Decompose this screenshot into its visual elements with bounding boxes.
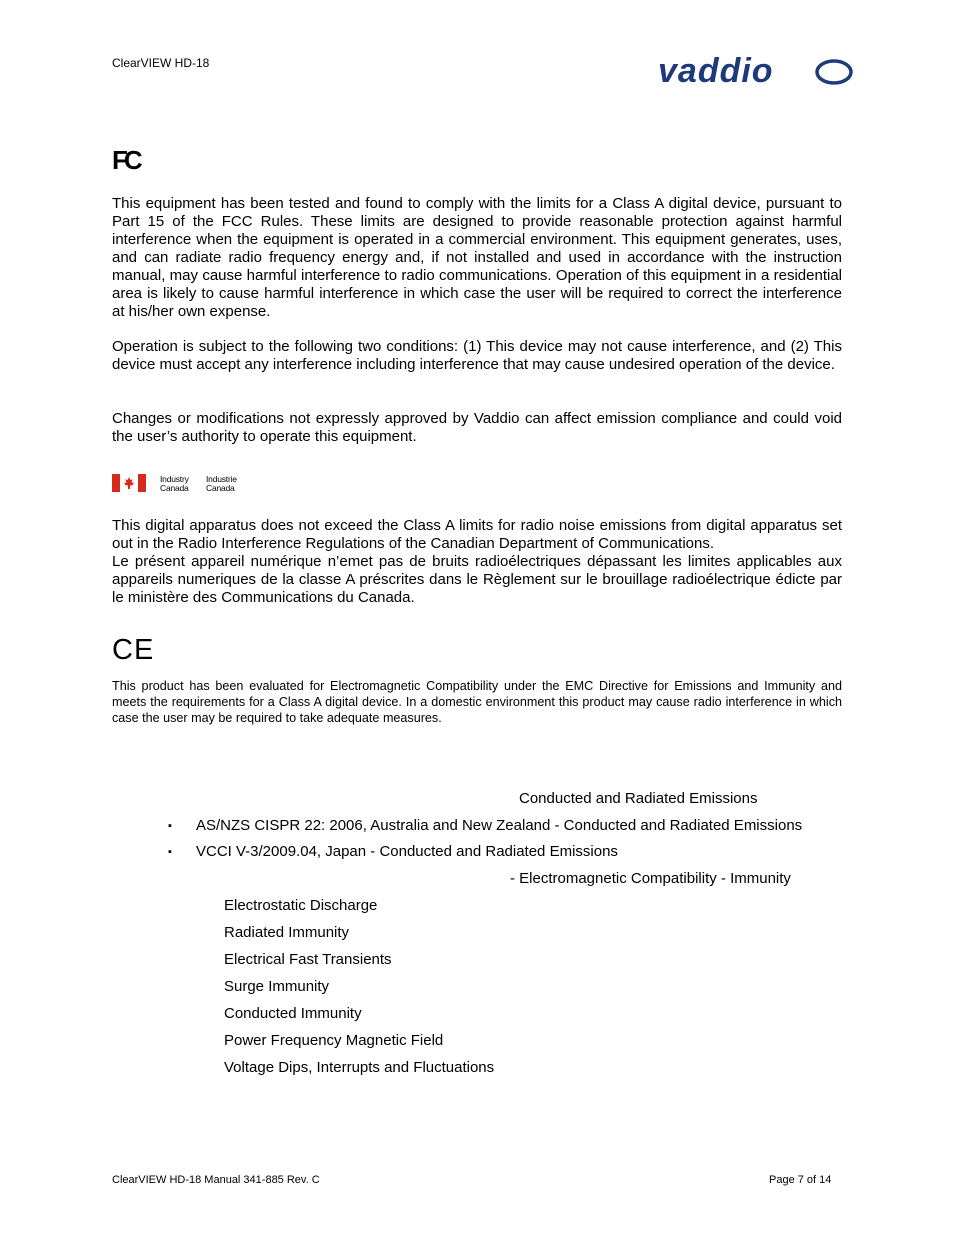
vaddio-logo-text: vaddio <box>658 52 774 90</box>
immunity-item: Voltage Dips, Interrupts and Fluctuations <box>224 1059 495 1076</box>
vaddio-logo-graphic <box>658 52 854 90</box>
vaddio-logo <box>658 52 854 90</box>
industry-canada-fr-line2: Canada <box>206 483 235 493</box>
footer-page-number: Page 7 of 14 <box>769 1174 832 1186</box>
industry-canada-en-line1: Industry <box>160 474 189 484</box>
immunity-item: Surge Immunity <box>224 978 330 995</box>
canada-flag-icon <box>112 474 146 492</box>
fcc-paragraph-3: Changes or modifications not expressly approved by Vaddio can affect emission compliance and could void the user’s authority to operate this equipment. <box>112 410 842 445</box>
footer-manual-id: ClearVIEW HD-18 Manual 341-885 Rev. C <box>112 1174 320 1186</box>
immunity-item: Conducted Immunity <box>224 1005 362 1022</box>
fcc-paragraph-2: Operation is subject to the following two conditions: (1) This device may not cause interference, and (2) This device must accept any interference including interference that may cause undesired operation of the device. <box>112 338 842 373</box>
document-title: ClearVIEW HD-18 <box>112 56 210 70</box>
immunity-standard-suffix: - Electromagnetic Compatibility - Immunity <box>510 870 791 887</box>
standard-bullet-2: VCCI V-3/2009.04, Japan - Conducted and Radiated Emissions <box>196 843 618 860</box>
bullet-marker: ▪ <box>168 820 172 832</box>
bullet-marker: ▪ <box>168 846 172 858</box>
industry-canada-fr-line1: Industrie <box>206 474 237 484</box>
ce-mark-icon <box>112 634 152 662</box>
canada-paragraph-en: This digital apparatus does not exceed the Class A limits for radio noise emissions from digital apparatus set out in the Radio Interference Regulations of the Canadian Department of Communications. <box>112 517 842 552</box>
immunity-item: Electrostatic Discharge <box>224 897 378 914</box>
svg-text:FC: FC <box>112 146 139 174</box>
svg-text:CE: CE <box>112 634 152 662</box>
immunity-item: Power Frequency Magnetic Field <box>224 1032 444 1049</box>
industry-canada-en-line2: Canada <box>160 483 189 493</box>
standard-bullet-1: AS/NZS CISPR 22: 2006, Australia and New Zealand - Conducted and Radiated Emissions <box>196 817 803 834</box>
emissions-standard-suffix: Conducted and Radiated Emissions <box>519 790 758 807</box>
canada-paragraph-fr: Le présent appareil numérique n’emet pas de bruits radioélectriques dépassant les limites applicables aux appareils numeriques de la classe A préscrites dans le Règlement sur le brouillage radioélectrique édicte par le ministère des Communications du Canada. <box>112 553 842 606</box>
fcc-logo-icon <box>112 146 154 174</box>
immunity-item: Radiated Immunity <box>224 924 350 941</box>
fcc-paragraph-1: This equipment has been tested and found to comply with the limits for a Class A digital device, pursuant to Part 15 of the FCC Rules. These limits are designed to provide reasonable protection against harmful interference when the equipment is operated in a commercial environment. This equipment generates, uses, and can radiate radio frequency energy and, if not installed and used in accordance with the instruction manual, may cause harmful interference to radio communications. Operation of this equipment in a residential area is likely to cause harmful interference in which case the user will be required to correct the interference at his/her own expense. <box>112 195 842 320</box>
immunity-item: Electrical Fast Transients <box>224 951 392 968</box>
ce-paragraph: This product has been evaluated for Electromagnetic Compatibility under the EMC Directive for Emissions and Immunity and meets the requirements for a Class A digital device. In a domestic environment this product may cause radio interference in which case the user may be required to take adequate measures. <box>112 679 842 725</box>
